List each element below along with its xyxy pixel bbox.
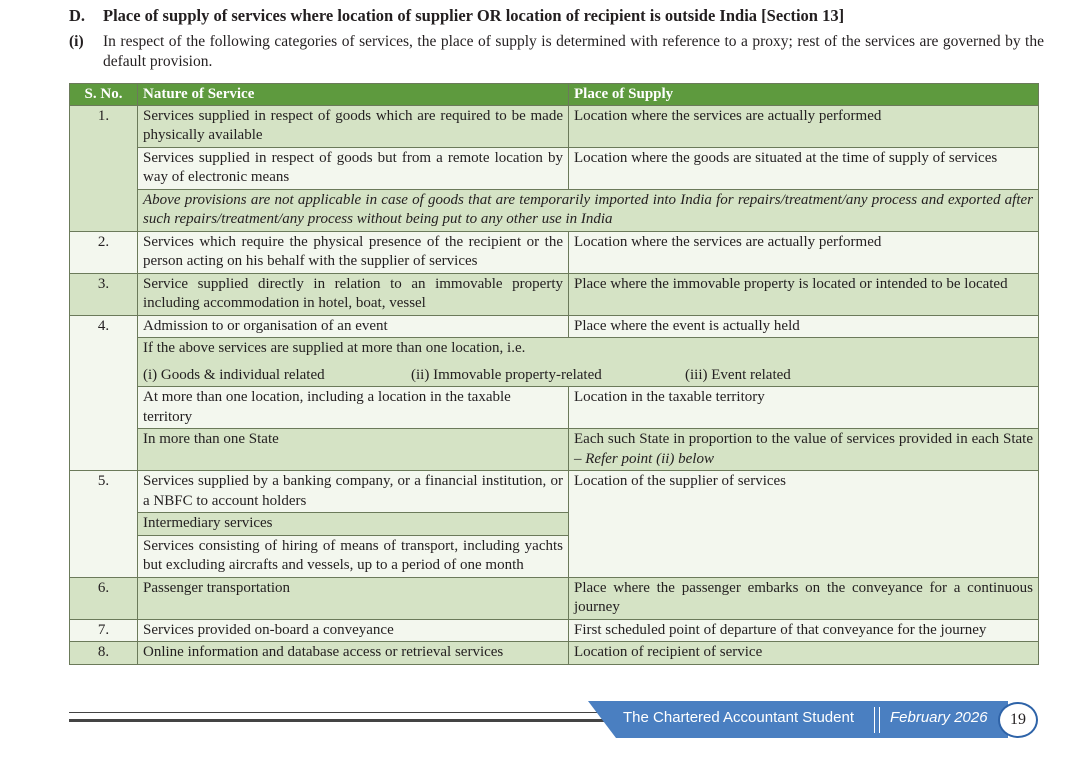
place-cell: Location in the taxable territory <box>569 387 1039 429</box>
place-reference: Refer point (ii) below <box>585 450 714 467</box>
nature-cell: Services which require the physical presence of the recipient or the person acting on his behalf with the supplier of services <box>138 231 569 273</box>
table-row <box>70 471 1039 513</box>
sno-cell: 5. <box>70 471 138 578</box>
nature-cell: Services supplied by a banking company, or a financial institution, or a NBFC to account holders <box>138 471 569 513</box>
footer-separator <box>874 707 880 733</box>
sno-cell: 1. <box>70 105 138 231</box>
table-header-row <box>70 84 1039 106</box>
sno-cell: 8. <box>70 642 138 665</box>
multi-location-options <box>143 366 1033 386</box>
place-cell: Location of recipient of service <box>569 642 1039 665</box>
option-immovable: (ii) Immovable property-related <box>411 366 602 383</box>
place-of-supply-table <box>69 83 1039 665</box>
nature-cell: Admission to or organisation of an event <box>138 315 569 338</box>
sno-cell: 2. <box>70 231 138 273</box>
header-nature: Nature of Service <box>138 84 569 106</box>
issue-date: February 2026 <box>890 709 988 726</box>
section-heading <box>69 6 844 26</box>
nature-cell: Service supplied directly in relation to an immovable property including accommodation in hotel, boat, vessel <box>138 273 569 315</box>
nature-cell: Services consisting of hiring of means of transport, including yachts but excluding aircrafts and vessels, up to a period of one month <box>138 535 569 577</box>
table-row <box>70 338 1039 387</box>
nature-cell: Intermediary services <box>138 513 569 536</box>
note-cell: Above provisions are not applicable in case of goods that are temporarily imported into India for repairs/treatment/any process and exported after such repairs/treatment/any process without being put to any other use in India <box>138 189 1039 231</box>
multi-location-cell <box>138 338 1039 387</box>
sno-cell: 6. <box>70 577 138 619</box>
table-row <box>70 105 1039 147</box>
table-row <box>70 147 1039 189</box>
table-row <box>70 273 1039 315</box>
table-row <box>70 577 1039 619</box>
place-cell: Place where the passenger embarks on the conveyance for a continuous journey <box>569 577 1039 619</box>
footer-rule <box>69 712 629 722</box>
table-row <box>70 387 1039 429</box>
table-row <box>70 619 1039 642</box>
table-row <box>70 189 1039 231</box>
header-place: Place of Supply <box>569 84 1039 106</box>
place-cell: Place where the immovable property is located or intended to be located <box>569 273 1039 315</box>
intro-text: In respect of the following categories of services, the place of supply is determined with reference to a proxy; rest of the services are governed by the default provision. <box>103 33 1044 70</box>
page-number: 19 <box>998 702 1038 738</box>
nature-cell: At more than one location, including a location in the taxable territory <box>138 387 569 429</box>
option-event: (iii) Event related <box>685 366 791 383</box>
nature-cell: In more than one State <box>138 429 569 471</box>
sno-cell: 4. <box>70 315 138 471</box>
place-cell <box>569 429 1039 471</box>
section-letter: D. <box>69 6 86 25</box>
place-cell: Location of the supplier of services <box>569 471 1039 578</box>
place-cell: Location where the goods are situated at the time of supply of services <box>569 147 1039 189</box>
nature-cell: Services supplied in respect of goods but from a remote location by way of electronic means <box>138 147 569 189</box>
nature-cell: Services supplied in respect of goods which are required to be made physically available <box>138 105 569 147</box>
sno-cell: 7. <box>70 619 138 642</box>
table-row <box>70 642 1039 665</box>
intro-roman: (i) <box>69 33 84 50</box>
place-cell: First scheduled point of departure of that conveyance for the journey <box>569 619 1039 642</box>
header-sno: S. No. <box>70 84 138 106</box>
place-cell: Location where the services are actually performed <box>569 105 1039 147</box>
nature-cell: Passenger transportation <box>138 577 569 619</box>
multi-location-line: If the above services are supplied at more than one location, i.e. <box>143 340 526 356</box>
table-row <box>70 315 1039 338</box>
place-cell: Location where the services are actually performed <box>569 231 1039 273</box>
place-cell: Place where the event is actually held <box>569 315 1039 338</box>
table-row <box>70 231 1039 273</box>
section-title: Place of supply of services where location of supplier OR location of recipient is outside India [Section 13] <box>103 6 845 25</box>
table-row <box>70 429 1039 471</box>
option-goods: (i) Goods & individual related <box>143 366 325 383</box>
place-text: Each such State in proportion to the value of services provided in each State – <box>574 431 1033 467</box>
journal-title: The Chartered Accountant Student <box>623 709 854 726</box>
sno-cell: 3. <box>70 273 138 315</box>
nature-cell: Online information and database access or retrieval services <box>138 642 569 665</box>
intro-paragraph <box>69 32 1044 72</box>
nature-cell: Services provided on-board a conveyance <box>138 619 569 642</box>
